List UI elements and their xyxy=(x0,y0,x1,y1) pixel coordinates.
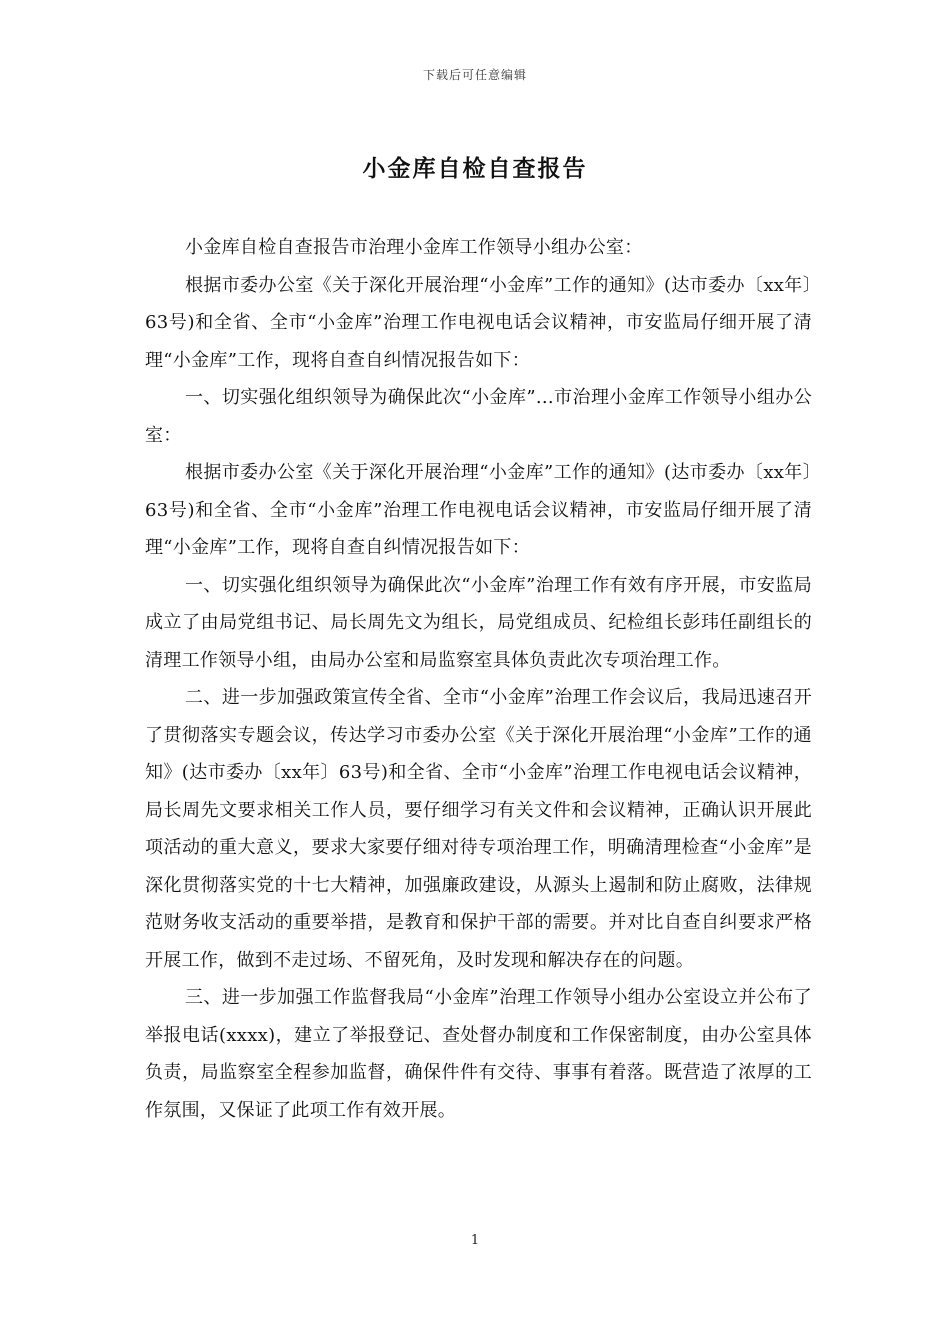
document-body xyxy=(145,229,812,1129)
paragraph-salutation: 小金库自检自查报告市治理小金库工作领导小组办公室： xyxy=(185,237,643,258)
document-title: 小金库自检自查报告 xyxy=(362,156,588,182)
paragraph-intro: 根据市委办公室《关于深化开展治理“小金库”工作的通知》(达市委办〔xx年〕63号)和全省、全市“小金库”治理工作电视电话会议精神，市安监局仔细开展了清理“小金库”工作，现将自查自纠情况报告如下： xyxy=(145,274,812,371)
paragraph-section-one-header: 一、切实强化组织领导为确保此次“小金库”...市治理小金库工作领导小组办公室： xyxy=(145,387,812,446)
paragraph-intro-repeat: 根据市委办公室《关于深化开展治理“小金库”工作的通知》(达市委办〔xx年〕63号)和全省、全市“小金库”治理工作电视电话会议精神，市安监局仔细开展了清理“小金库”工作，现将自查自纠情况报告如下： xyxy=(145,462,812,558)
paragraph-section-three: 三、进一步加强工作监督我局“小金库”治理工作领导小组办公室设立并公布了举报电话(xxxx)，建立了举报登记、查处督办制度和工作保密制度，由办公室具体负责，局监察室全程参加监督，确保件件有交待、事事有着落。既营造了浓厚的工作氛围，又保证了此项工作有效开展。 xyxy=(145,987,812,1121)
paragraph-section-one: 一、切实强化组织领导为确保此次“小金库”治理工作有效有序开展，市安监局成立了由局党组书记、局长周先文为组长，局党组成员、纪检组长彭玮任副组长的清理工作领导小组，由局办公室和局监察室具体负责此次专项治理工作。 xyxy=(145,574,812,671)
header-note: 下载后可任意编辑 xyxy=(422,68,527,82)
page-number: 1 xyxy=(470,1233,480,1248)
paragraph-section-two: 二、进一步加强政策宣传全省、全市“小金库”治理工作会议后，我局迅速召开了贯彻落实专题会议，传达学习市委办公室《关于深化开展治理“小金库”工作的通知》(达市委办〔xx年〕63号)和全省、全市“小金库”治理工作电视电话会议精神，局长周先文要求相关工作人员，要仔细学习有关文件和会议精神，正确认识开展此项活动的重大意义，要求大家要仔细对待专项治理工作，明确清理检查“小金库”是深化贯彻落实党的十七大精神，加强廉政建设，从源头上遏制和防止腐败，法律规范财务收支活动的重要举措，是教育和保护干部的需要。并对比自查自纠要求严格开展工作，做到不走过场、不留死角，及时发现和解决存在的问题。 xyxy=(145,687,812,971)
